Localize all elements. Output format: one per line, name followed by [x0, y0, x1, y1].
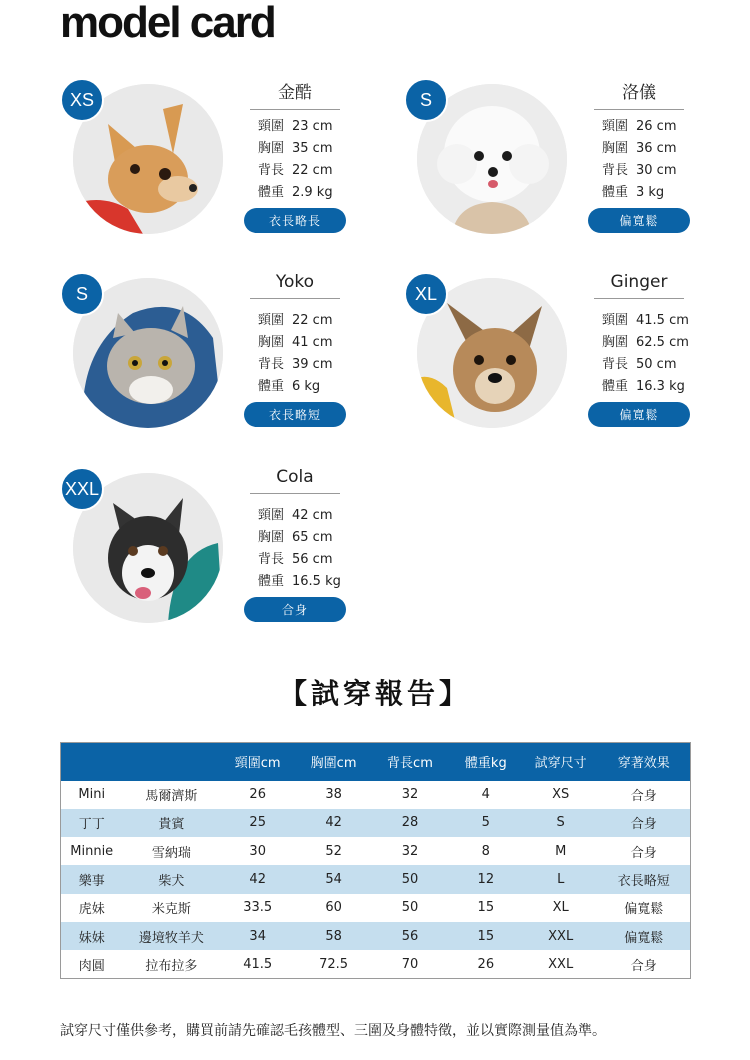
table-cell: 28 [372, 809, 448, 837]
table-cell: XXL [524, 922, 598, 950]
table-cell: 26 [448, 950, 524, 978]
table-cell: 丁丁 [61, 809, 123, 837]
fit-badge: 偏寬鬆 [588, 208, 690, 233]
table-cell: XS [524, 781, 598, 809]
stat-row: 胸圍 35 cm [258, 141, 333, 156]
table-cell: 8 [448, 837, 524, 865]
model-card [404, 78, 704, 248]
table-cell: M [524, 837, 598, 865]
stat-row: 胸圍 62.5 cm [602, 335, 689, 350]
table-cell: 56 [372, 922, 448, 950]
column-header: 背長cm [372, 743, 448, 781]
stat-row: 背長 39 cm [258, 357, 333, 372]
stat-row: 頸圍 42 cm [258, 508, 333, 523]
stat-row: 背長 50 cm [602, 357, 677, 372]
table-cell: 拉布拉多 [122, 950, 220, 978]
size-badge: S [404, 78, 448, 122]
table-cell: 15 [448, 922, 524, 950]
table-row [61, 922, 691, 950]
table-cell: 偏寬鬆 [598, 922, 691, 950]
stat-row: 胸圍 36 cm [602, 141, 677, 156]
fitting-report-table [60, 742, 691, 979]
table-body [61, 781, 691, 979]
stat-row: 頸圍 26 cm [602, 119, 677, 134]
report-title: 【試穿報告】 [278, 677, 471, 710]
size-badge: XL [404, 272, 448, 316]
table-cell: 41.5 [220, 950, 295, 978]
table-cell: 貴賓 [122, 809, 220, 837]
stat-row: 體重 16.3 kg [602, 379, 685, 394]
table-cell: XL [524, 894, 598, 922]
table-cell: 32 [372, 781, 448, 809]
page-title: model card [60, 0, 275, 47]
table-cell: 42 [220, 865, 295, 893]
table-row [61, 809, 691, 837]
pet-name: Cola [250, 467, 340, 494]
column-header: 試穿尺寸 [524, 743, 598, 781]
pet-name: Ginger [594, 272, 684, 299]
pet-stats [258, 310, 333, 398]
size-badge: XS [60, 78, 104, 122]
stat-row: 體重 2.9 kg [258, 185, 333, 200]
table-cell: 偏寬鬆 [598, 894, 691, 922]
model-card [60, 272, 360, 442]
stat-row: 胸圍 41 cm [258, 335, 333, 350]
table-cell: XXL [524, 950, 598, 978]
table-cell: 50 [372, 865, 448, 893]
table-cell: 肉圓 [61, 950, 123, 978]
table-cell: 雪納瑞 [122, 837, 220, 865]
table-cell: 42 [295, 809, 372, 837]
table-cell: 虎妹 [61, 894, 123, 922]
stat-row: 胸圍 65 cm [258, 530, 333, 545]
fit-badge: 偏寬鬆 [588, 402, 690, 427]
stat-row: 體重 3 kg [602, 185, 665, 200]
table-cell: 12 [448, 865, 524, 893]
table-cell: 4 [448, 781, 524, 809]
pet-name: Yoko [250, 272, 340, 299]
table-cell: 米克斯 [122, 894, 220, 922]
table-cell: 合身 [598, 837, 691, 865]
table-cell: 34 [220, 922, 295, 950]
table-row [61, 950, 691, 978]
table-cell: 70 [372, 950, 448, 978]
table-cell: 馬爾濟斯 [122, 781, 220, 809]
fit-badge: 合身 [244, 597, 346, 622]
stat-row: 體重 6 kg [258, 379, 321, 394]
stat-row: 背長 30 cm [602, 163, 677, 178]
fit-badge: 衣長略短 [244, 402, 346, 427]
pet-stats [602, 310, 689, 398]
stat-row: 體重 16.5 kg [258, 574, 341, 589]
table-cell: 合身 [598, 781, 691, 809]
fit-badge: 衣長略長 [244, 208, 346, 233]
table-cell: 樂事 [61, 865, 123, 893]
table-cell: 72.5 [295, 950, 372, 978]
column-header [122, 743, 220, 781]
table-cell: S [524, 809, 598, 837]
table-cell: Minnie [61, 837, 123, 865]
table-cell: 33.5 [220, 894, 295, 922]
table-cell: Mini [61, 781, 123, 809]
table-cell: 合身 [598, 809, 691, 837]
stat-row: 頸圍 41.5 cm [602, 313, 689, 328]
table-cell: 15 [448, 894, 524, 922]
table-cell: 60 [295, 894, 372, 922]
size-badge: XXL [60, 467, 104, 511]
table-row [61, 894, 691, 922]
table-cell: 合身 [598, 950, 691, 978]
table-row [61, 837, 691, 865]
table-cell: 30 [220, 837, 295, 865]
column-header: 體重kg [448, 743, 524, 781]
disclaimer-note: 試穿尺寸僅供參考，購買前請先確認毛孩體型、三圍及身體特徵，並以實際測量值為準。 [60, 1023, 606, 1039]
column-header: 頸圍cm [220, 743, 295, 781]
table-cell: 52 [295, 837, 372, 865]
pet-stats [602, 116, 677, 204]
pet-stats [258, 116, 333, 204]
stat-row: 頸圍 23 cm [258, 119, 333, 134]
pet-name: 洛儀 [594, 78, 684, 110]
column-header: 胸圍cm [295, 743, 372, 781]
pet-stats [258, 505, 341, 593]
size-badge: S [60, 272, 104, 316]
table-cell: 26 [220, 781, 295, 809]
table-row [61, 781, 691, 809]
stat-row: 背長 22 cm [258, 163, 333, 178]
table-cell: 妹妹 [61, 922, 123, 950]
table-cell: 25 [220, 809, 295, 837]
model-card [60, 78, 360, 248]
pet-name: 金酷 [250, 78, 340, 110]
table-cell: 54 [295, 865, 372, 893]
table-row [61, 865, 691, 893]
table-cell: 50 [372, 894, 448, 922]
table-cell: 邊境牧羊犬 [122, 922, 220, 950]
table-cell: 32 [372, 837, 448, 865]
table-cell: 38 [295, 781, 372, 809]
stat-row: 頸圍 22 cm [258, 313, 333, 328]
table-cell: L [524, 865, 598, 893]
table-cell: 柴犬 [122, 865, 220, 893]
stat-row: 背長 56 cm [258, 552, 333, 567]
model-card [60, 467, 360, 637]
table-header-row [61, 743, 691, 781]
model-card [404, 272, 704, 442]
table-cell: 58 [295, 922, 372, 950]
table-cell: 5 [448, 809, 524, 837]
table-cell: 衣長略短 [598, 865, 691, 893]
column-header: 穿著效果 [598, 743, 691, 781]
column-header [61, 743, 123, 781]
